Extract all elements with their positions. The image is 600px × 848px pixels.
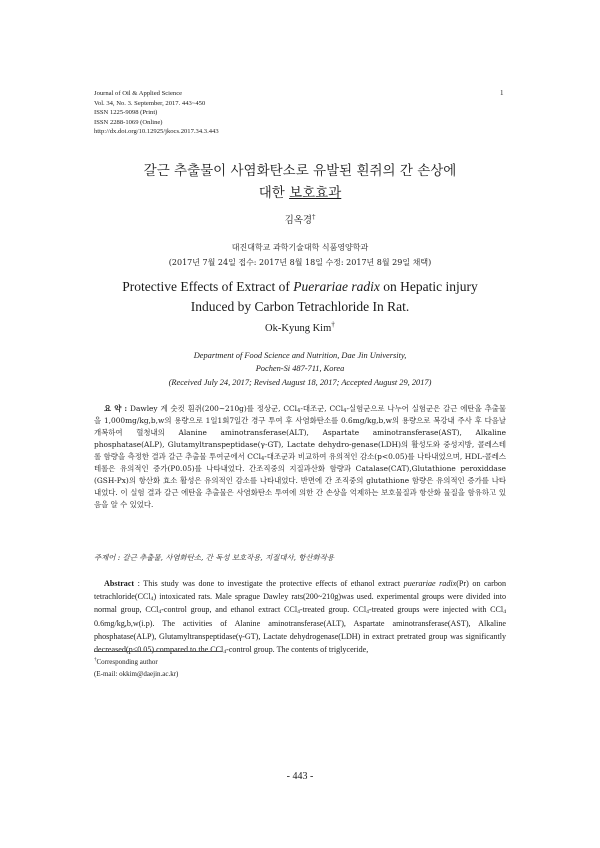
english-abstract-text-2: (Pr) on carbon tetrachloride(CCl (94, 579, 506, 602)
korean-affiliation-dept: 대진대학교 과학기술대학 식품영양학과 (231, 243, 369, 252)
korean-abstract-text-4: -대조군과 비교하여 유의적인 감소(p<0.05)를 나타내었으며, HDL-콜레스테롤은 유의적인 증가(P0.05)를 나타내었다. 간조직중의 지질과산화 함량과 Catalase(CAT),Glutathione peroxiddase (GSH-Px)의 항산화 효소 활성은 유의적인 감소를 나타내었다. 반면에 간 조직중의 glutathione 함량은 유의적인 증가를 나타내었다. 이 실험 결과 갈근 에탄올 추출물은 사염화탄소 투여에 의한 간 손상을 억제하는 보호물질과 항산화 물질을 함유하고 있음을 알 수 있었다. (94, 452, 506, 509)
korean-keywords: 주제어 : 갈근 추출물, 사염화탄소, 간 독성 보호작용, 지질대사, 항산화작용 (94, 553, 335, 562)
english-abstract-text-4: -control group, and ethanol extract CCl (161, 605, 298, 615)
subscript: 4 (158, 609, 162, 616)
footnote-corresponding (94, 657, 178, 669)
korean-author-mark: † (312, 212, 316, 221)
korean-title-line2 (0, 182, 600, 204)
korean-affiliation-dates: (2017년 7월 24일 접수: 2017년 8월 18일 수정: 2017년 8월 29일 채택) (168, 258, 432, 267)
subscript: 4 (297, 609, 300, 616)
english-title-line1 (0, 277, 600, 297)
english-abstract-text-5: -treated group. CCl (299, 605, 367, 615)
english-title-part-a: Protective Effects of Extract of (122, 279, 294, 294)
english-abstract-italic: puerariae radix (403, 579, 457, 588)
english-title-part-b: on Hepatic injury (379, 279, 478, 294)
korean-abstract-body (94, 403, 506, 511)
korean-abstract-label: 요 약 : (104, 404, 128, 413)
english-title-line2: Induced by Carbon Tetrachloride In Rat. (190, 298, 410, 314)
english-author-mark: † (331, 319, 335, 329)
footnote-divider (94, 651, 222, 652)
korean-title (0, 160, 600, 204)
footnote-label: Corresponding author (96, 658, 158, 666)
english-affiliation (0, 349, 600, 389)
footnote-mark: † (94, 657, 97, 663)
korean-abstract (94, 403, 506, 511)
english-title-italic: Puerariae radix (293, 279, 380, 294)
korean-abstract-text-1: Dawley 계 숫컷 흰쥐(200~210g)를 정상군, CCl (130, 404, 298, 413)
subscript: 4 (503, 609, 507, 616)
issn-print: ISSN 1225-9098 (Print) (94, 109, 158, 117)
subscript: 4 (150, 596, 154, 603)
subscript: 4 (366, 609, 369, 616)
journal-volume: Vol. 34, No. 3. September, 2017. 443~450 (94, 99, 206, 107)
korean-title-line1: 갈근 추출물이 사염화탄소로 유발된 흰쥐의 간 손상에 (143, 163, 457, 179)
korean-author-name: 김옥경 (284, 215, 313, 226)
doi-link[interactable]: http://dx.doi.org/10.12925/jkocs.2017.34.3.443 (94, 128, 219, 136)
korean-title-underlined: 보호효과 (289, 185, 342, 201)
korean-title-line2-plain: 대한 (258, 185, 290, 201)
korean-affiliation (0, 240, 600, 270)
subscript: 4 (297, 408, 301, 414)
korean-abstract-text-2: -대조군, CCl (300, 404, 344, 413)
footnote (94, 657, 178, 680)
journal-name: Journal of Oil & Applied Science (94, 90, 183, 97)
english-title (0, 277, 600, 316)
english-abstract-text-1: : This study was done to investigate the protective effects of ethanol extract (134, 579, 404, 588)
footnote-email: (E-mail: okkim@daejin.ac.kr) (94, 669, 179, 678)
english-affiliation-dept: Department of Food Science and Nutrition, Dae Jin University, (193, 351, 407, 360)
subscript: 4 (223, 649, 227, 656)
korean-abstract-text-3: -실험군으로 나누어 실험군은 갈근 에탄올 추출물을 1,000mg/kg,b,w의 용량으로 1일1회7일간 경구 투여 후 사염화탄소를 0.6mg/kg,b,w의 용량으로 복강내 주사 후 다음날 개복하여 혈청내의 Alanine aminotransferase(ALT), Aspartate aminotransferase(AST), Alkaline phosphatase(ALP), Glutamyltranspeptidase(γ-GT), Lactate dehydro-genase(LDH)의 활성도와 중성지방, 콜레스테롤 함량을 측정한 결과 갈근 추출물 투여군에서 CCl (94, 404, 506, 461)
english-affiliation-city: Pochen-Si 487-711, Korea (255, 364, 345, 374)
bottom-page-number: - 443 - (286, 771, 314, 782)
english-abstract-text-3: ) intoxicated rats. Male sprague Dawley rats(200~210g)was used. experimental groups were divided into normal group, CCl (94, 592, 506, 615)
subscript: 4 (260, 456, 265, 462)
korean-author (0, 212, 600, 226)
top-page-number: 1 (500, 89, 504, 97)
english-author-name: Ok-Kyung Kim (265, 323, 332, 334)
english-abstract-label: Abstract (104, 579, 135, 588)
english-abstract (94, 577, 506, 656)
english-abstract-text-6: -treated groups were injected with CCl (368, 605, 504, 615)
english-author (0, 319, 600, 334)
journal-header (94, 89, 219, 137)
english-affiliation-dates: (Received July 24, 2017; Revised August 18, 2017; Accepted August 29, 2017) (168, 377, 432, 387)
english-abstract-text-8: -control group. The contents of triglyceride, (226, 645, 369, 655)
english-abstract-text-7: 0.6mg/kg,b,w(i.p). The activities of Alanine aminotransferase(ALT), Aspartate aminotransferase(AST), Alkaline phosphatase(ALP), Glutamyltranspeptidase(γ-GT), Lactate dehydrogenase(LDH) in extract pretrated group was significantly decreased(p<0.05) compared to the CCl (94, 618, 506, 655)
issn-online: ISSN 2288-1069 (Online) (94, 118, 163, 126)
subscript: 4 (343, 408, 347, 414)
